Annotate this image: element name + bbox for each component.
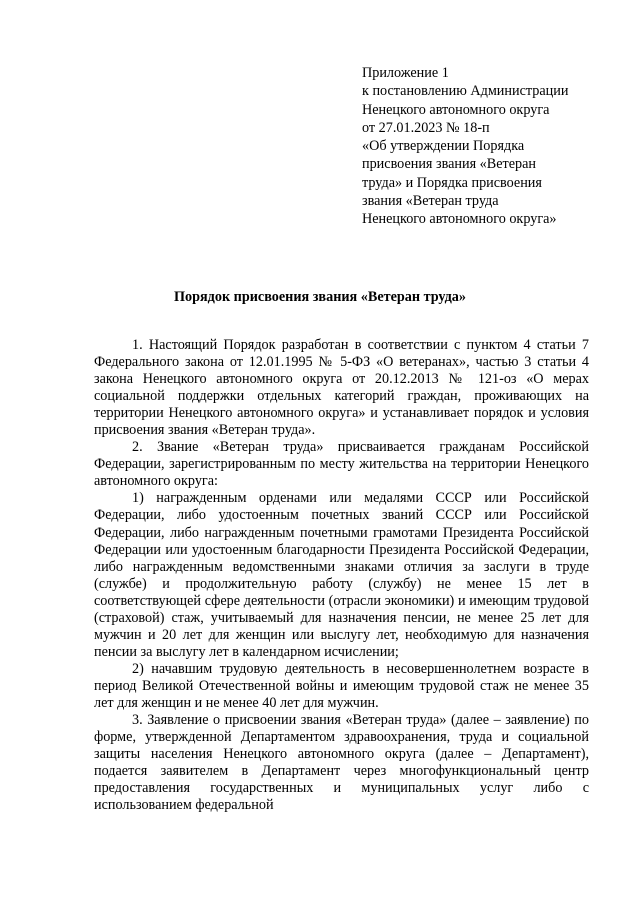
- appendix-line: «Об утверждении Порядка: [362, 138, 525, 155]
- document-title: Порядок присвоения звания «Ветеран труда»: [173, 289, 466, 305]
- paragraph: 2) начавшим трудовую деятельность в несовершеннолетнем возрасте в период Великой Отечественной войны и имеющим трудовой стаж не менее 35 лет для женщин и не менее 40 лет для мужчин.: [94, 660, 589, 711]
- appendix-line: труда» и Порядка присвоения: [362, 174, 542, 191]
- appendix-line: присвоения звания «Ветеран: [362, 156, 537, 173]
- appendix-line: к постановлению Администрации: [362, 83, 569, 100]
- appendix-block: [362, 64, 602, 229]
- appendix-line: Ненецкого автономного округа»: [362, 211, 557, 228]
- paragraph: 3. Заявление о присвоении звания «Ветеран труда» (далее – заявление) по форме, утвержденной Департаментом здравоохранения, труда и социальной защиты населения Ненецкого автономного округа (далее – Департамент), подается заявителем в Департамент через многофункциональный центр предоставления государственных и муниципальных услуг либо с использованием федеральной: [94, 712, 589, 814]
- appendix-line: звания «Ветеран труда: [362, 193, 499, 210]
- document-body: [94, 337, 589, 814]
- paragraph: 2. Звание «Ветеран труда» присваивается гражданам Российской Федерации, зарегистрированным по месту жительства на территории Ненецкого автономного округа:: [94, 439, 589, 490]
- appendix-line: Приложение 1: [362, 65, 449, 81]
- appendix-line: Ненецкого автономного округа: [362, 101, 550, 118]
- paragraph: 1. Настоящий Порядок разработан в соответствии с пунктом 4 статьи 7 Федерального закона от 12.01.1995 № 5-ФЗ «О ветеранах», частью 3 статьи 4 закона Ненецкого автономного округа от 20.12.2013 № 121-оз «О мерах социальной поддержки отдельных категорий граждан, проживающих на территории Ненецкого автономного округа» и устанавливает порядок и условия присвоения звания «Ветеран труда».: [94, 337, 589, 439]
- paragraph: 1) награжденным орденами или медалями СССР или Российской Федерации, либо удостоенным почетных званий СССР или Российской Федерации, либо награжденным почетными грамотами Президента Российской Федерации или удостоенным благодарности Президента Российской Федерации, либо награжденным ведомственными знаками отличия за заслуги в труде (службе) и продолжительную работу (службу) не менее 15 лет в соответствующей сфере деятельности (отрасли экономики) и имеющим трудовой (страховой) стаж, учитываемый для назначения пенсии, не менее 25 лет для мужчин и 20 лет для женщин или выслугу лет, необходимую для назначения пенсии за выслугу лет в календарном исчислении;: [94, 490, 589, 660]
- appendix-line: от 27.01.2023 № 18-п: [362, 119, 490, 136]
